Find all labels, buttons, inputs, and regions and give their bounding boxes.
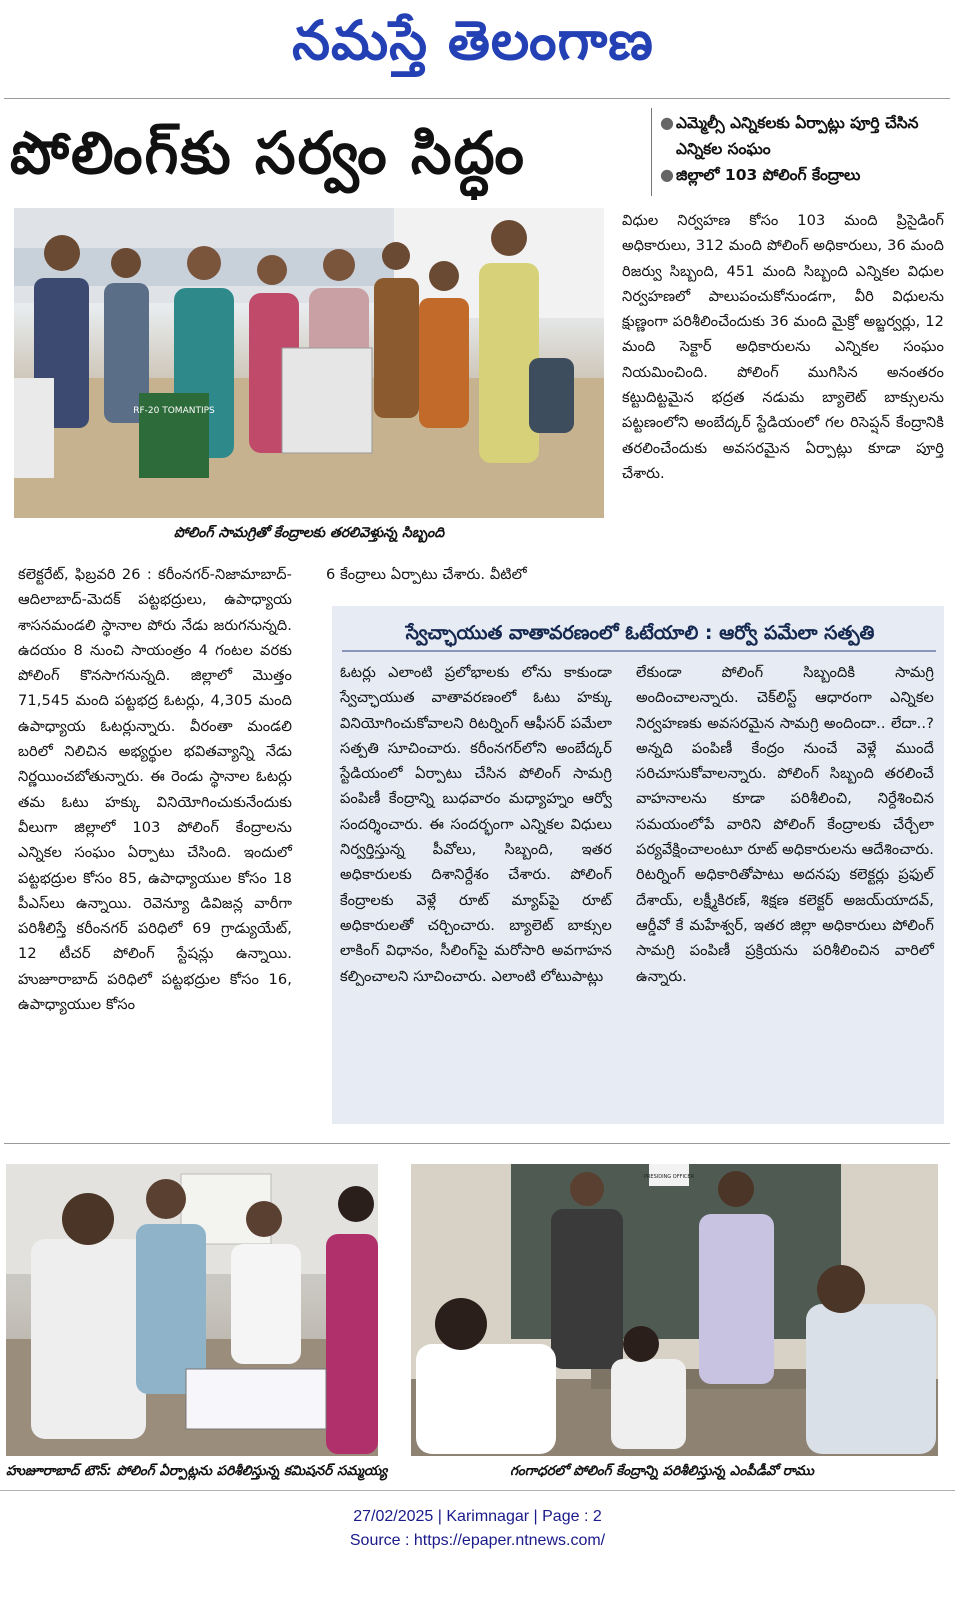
article-left-column: కలెక్టరేట్, ఫిబ్రవరి 26 : కరీంనగర్-నిజామాబాద్-ఆదిలాబాద్-మెదక్ పట్టభద్రులు, ఉపాధ్యాయ శాసనమండలి స్థానాల పోరు నేడు జరుగనున్నది. ఉదయం 8 నుంచి సాయంత్రం 4 గంటల వరకు పోలింగ్ కొనసాగనున్నది. జిల్లాలో మొత్తం 71,545 మంది పట్టభద్ర ఓటర్లు, 4,305 మంది ఉపాధ్యాయ ఓటర్లున్నారు. వీరంతా మండలి బరిలో నిలిచిన అభ్యర్థుల భవితవ్యాన్ని నేడు నిర్ణయించబోతున్నారు. ఈ రెండు స్థానాల ఓటర్లు తమ ఓటు హక్కు వినియోగించుకునేందుకు వీలుగా జిల్లాలో 103 పోలింగ్ కేంద్రాలను ఎన్నికల సంఘం ఏర్పాటు చేసింది. ఇందులో పట్టభద్రుల కోసం 85, ఉపాధ్యాయుల కోసం 18 పీఎస్‌లు ఉన్నాయి. రెవెన్యూ డివిజన్ల వారీగా పరిశీలిస్తే కరీంనగర్ పరిధిలో 69 గ్రాడ్యుయేట్, 12 టీచర్ పోలింగ్ స్టేషన్లు ఉన్నాయి. హుజూరాబాద్ పరిధిలో పట్టభద్రుల కోసం 16, ఉపాధ్యాయుల కోసం bbox=[18, 566, 292, 1014]
divider bbox=[4, 98, 950, 99]
sub-article-column-2: లేకుండా పోలింగ్ సిబ్బందికి సామగ్రి అందించాలన్నారు. చెక్‌లిస్ట్ ఆధారంగా ఎన్నికల నిర్వహణకు అవసరమైన సామగ్రి అందిందా.. లేదా..? అన్నది పంపిణీ కేంద్రం నుంచే వెళ్లే ముందే సరిచూసుకోవాలన్నారు. పోలింగ్ సిబ్బంది తరలించే వాహనాలను కూడా పరిశీలించి, నిర్దేశించిన సమయంలోపే వారిని పోలింగ్ కేంద్రాలకు చేర్చేలా పర్యవేక్షించాలంటూ రూట్ అధికారులను ఆదేశించారు. రిటర్నింగ్ అధికారితోపాటు అదనపు కలెక్టర్లు ప్రఫుల్ దేశాయ్, లక్ష్మీకిరణ్, శిక్షణ కలెక్టర్ అజయ్‌యాదవ్, ఆర్డీవో కే మహేశ్వర్, ఇతర జిల్లా అధికారులు పోలింగ్ సామగ్రి పంపిణీ ప్రక్రియను పరిశీలించిన వారిలో ఉన్నారు. bbox=[636, 664, 934, 985]
ballot-box-label: RF-20 TOMANTIPS bbox=[133, 406, 215, 416]
masthead bbox=[0, 0, 955, 92]
bottom-right-illustration bbox=[411, 1164, 938, 1456]
presiding-officer-sign: PRESIDING OFFICER bbox=[643, 1174, 695, 1180]
bullet-item bbox=[660, 162, 945, 188]
footer-source-line: Source : https://epaper.ntnews.com/ bbox=[349, 1532, 606, 1549]
main-photo-illustration bbox=[14, 208, 604, 518]
divider bbox=[342, 650, 936, 652]
bullet-text: జిల్లాలో 103 పోలింగ్ కేంద్రాలు bbox=[676, 166, 861, 184]
sub-article-column-1: ఓటర్లు ఎలాంటి ప్రలోభాలకు లోను కాకుండా స్వేచ్ఛాయుత వాతావరణంలో ఓటు హక్కు వినియోగించుకోవాలని రిటర్నింగ్ ఆఫీసర్ పమేలా సత్పతి సూచించారు. కరీంనగర్‌లోని అంబేద్కర్ స్టేడియంలో ఏర్పాటు చేసిన పోలింగ్ సామగ్రి పంపిణీ కేంద్రాన్ని బుధవారం మధ్యాహ్నం ఆర్వో సందర్శించారు. ఈ సందర్భంగా ఎన్నికల విధులు నిర్వర్తిస్తున్న పీవోలు, సిబ్బంది, ఇతర అధికారులకు దిశానిర్దేశం చేశారు. పోలింగ్ కేంద్రాలకు వెళ్లే రూట్ మ్యాప్‌పై రూట్ అధికారులతో చర్చించారు. బ్యాలెట్ బాక్సుల లాకింగ్ విధానం, సీలింగ్‌పై మరోసారి అవగాహన కల్పించాలని సూచించారు. ఎలాంటి లోటుపాట్లు bbox=[340, 664, 612, 985]
bullet-icon: ● bbox=[660, 165, 674, 184]
footer-date-line: 27/02/2025 | Karimnagar | Page : 2 bbox=[353, 1508, 602, 1525]
sub-article-headline: స్వేచ్ఛాయుత వాతావరణంలో ఓటేయాలి : ఆర్వో పమేలా సత్పతి bbox=[405, 622, 875, 644]
headline-bullets bbox=[660, 110, 945, 188]
divider bbox=[0, 1490, 955, 1491]
bottom-right-caption: గంగాధరలో పోలింగ్ కేంద్రాన్ని పరిశీలిస్తున్న ఎంపీడీవో రాము bbox=[510, 1463, 814, 1479]
article-right-column: విధుల నిర్వహణ కోసం 103 మంది ప్రిసైడింగ్ అధికారులు, 312 మంది పోలింగ్ అధికారులు, 36 మంది రిజర్వు సిబ్బంది, 451 మంది సిబ్బంది ఎన్నికల విధుల నిర్వహణలో పాలుపంచుకోనుండగా, వీరి విధులను క్షుణ్ణంగా పరిశీలించేందుకు 36 మంది మైక్రో అబ్జర్వర్లు, 12 మంది సెక్టార్ అధికారులను ఎన్నికల సంఘం నియమించింది. పోలింగ్ ముగిసిన అనంతరం కట్టుదిట్టమైన భద్రత నడుమ బ్యాలెట్ బాక్సులను పట్టణంలోని అంబేద్కర్ స్టేడియంలో గల రిసెప్షన్ కేంద్రానికి తరలించేందుకు అవసరమైన ఏర్పాట్లు కూడా పూర్తి చేశారు. bbox=[622, 212, 944, 482]
divider bbox=[651, 108, 652, 196]
main-photo-caption: పోలింగ్ సామగ్రితో కేంద్రాలకు తరలివెళ్తున్న సిబ్బంది bbox=[173, 525, 445, 541]
main-photo bbox=[14, 208, 604, 518]
divider bbox=[4, 1143, 950, 1144]
bottom-left-illustration bbox=[6, 1164, 378, 1456]
bottom-right-photo bbox=[411, 1164, 938, 1456]
bullet-item bbox=[660, 110, 945, 162]
article-middle-column: 6 కేంద్రాలు ఏర్పాటు చేశారు. వీటిలో bbox=[326, 566, 527, 583]
newspaper-logo: నమస్తే తెలంగాణ bbox=[292, 8, 654, 72]
bullet-icon: ● bbox=[660, 113, 674, 132]
bottom-left-photo bbox=[6, 1164, 378, 1456]
headline: పోలింగ్‌కు సర్వం సిద్ధం bbox=[10, 119, 526, 187]
bottom-left-caption: హుజూరాబాద్ టౌన్: పోలింగ్ ఏర్పాట్లను పరిశీలిస్తున్న కమిషనర్ సమ్మయ్య bbox=[6, 1463, 388, 1479]
bullet-text: ఎమ్మెల్సీ ఎన్నికలకు ఏర్పాట్లు పూర్తి చేసిన ఎన్నికల సంఘం bbox=[676, 114, 919, 158]
